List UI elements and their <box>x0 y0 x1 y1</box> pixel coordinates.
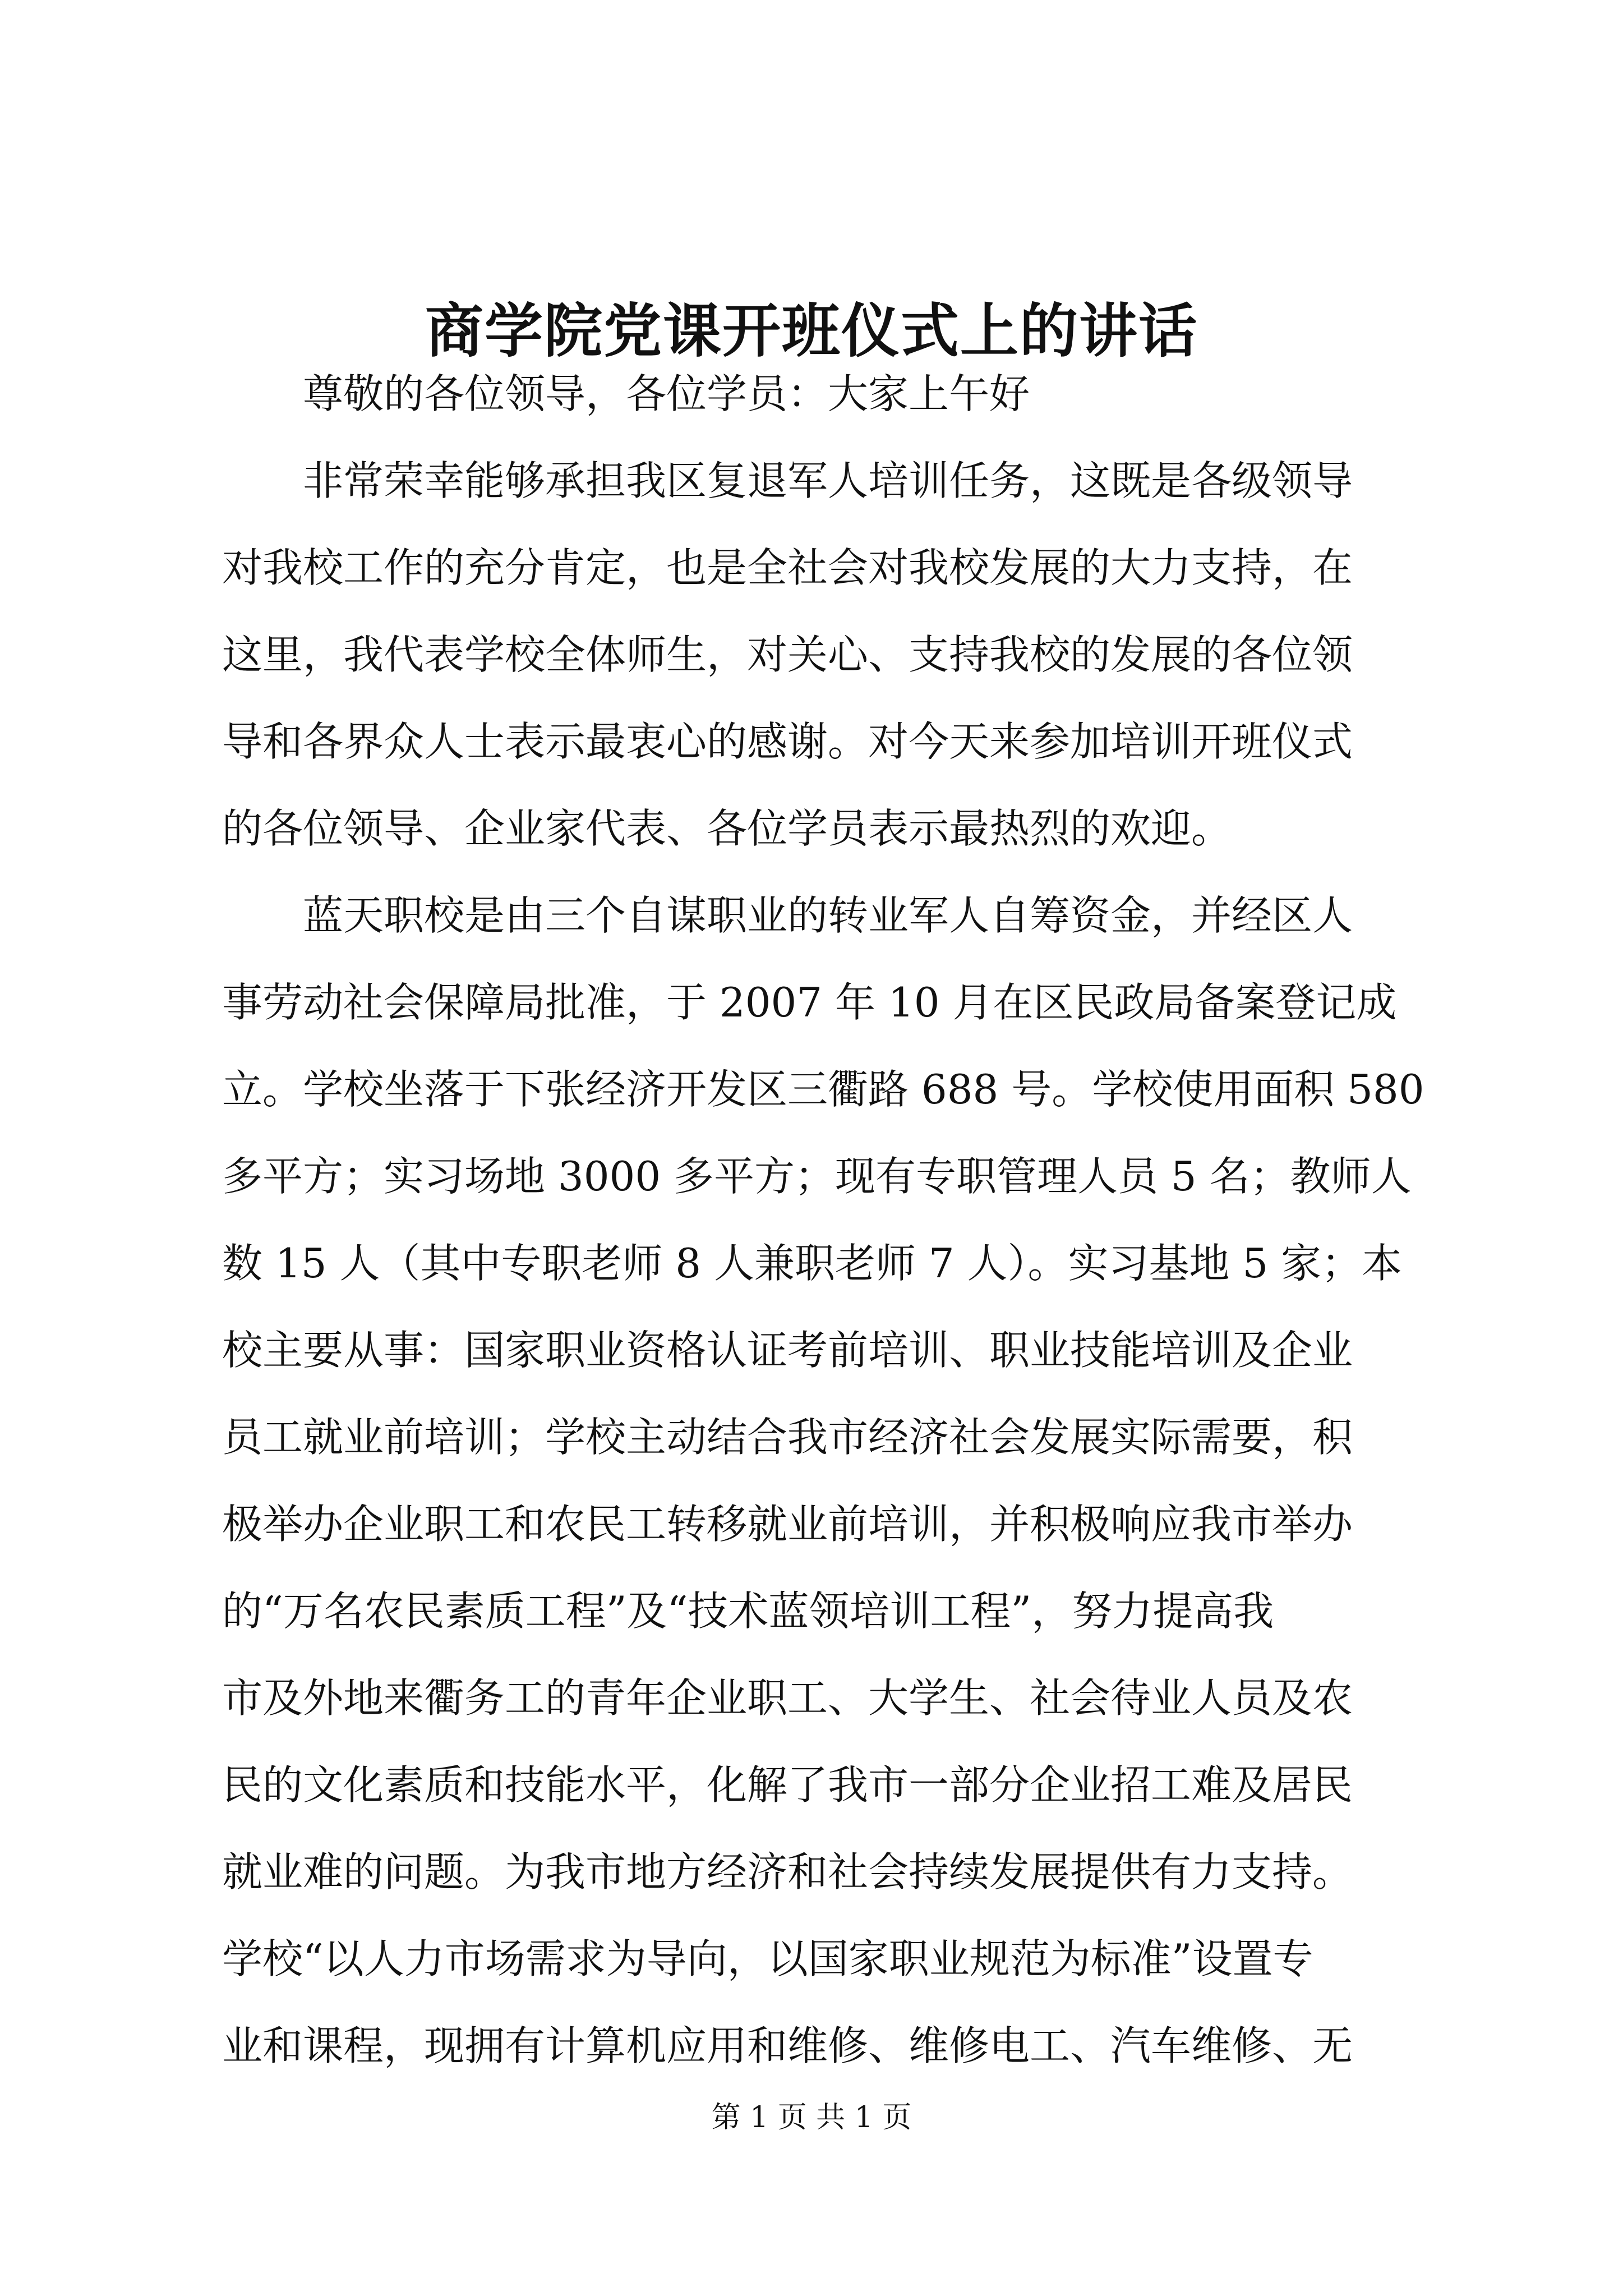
paragraph-line: 这里，我代表学校全体师生，对关心、支持我校的发展的各位领 <box>222 631 1353 678</box>
paragraph-line: 非常荣幸能够承担我区复退军人培训任务，这既是各级领导 <box>303 457 1353 504</box>
paragraph-line: 学校“以人力市场需求为导向，以国家职业规范为标准”设置专 <box>222 1935 1313 1982</box>
paragraph-line: 员工就业前培训；学校主动结合我市经济社会发展实际需要，积 <box>222 1414 1353 1461</box>
document-title: 商学院党课开班仪式上的讲话 <box>425 296 1198 365</box>
salutation-line: 尊敬的各位领导，各位学员：大家上午好 <box>303 370 1030 417</box>
paragraph-line: 就业难的问题。为我市地方经济和社会持续发展提供有力支持。 <box>222 1848 1353 1895</box>
paragraph-line: 蓝天职校是由三个自谋职业的转业军人自筹资金，并经区人 <box>303 892 1353 939</box>
paragraph-line: 民的文化素质和技能水平，化解了我市一部分企业招工难及居民 <box>222 1761 1353 1809</box>
paragraph-line: 立。学校坐落于下张经济开发区三衢路 688 号。学校使用面积 580 <box>222 1066 1424 1113</box>
paragraph-line: 事劳动社会保障局批准，于 2007 年 10 月在区民政局备案登记成 <box>222 979 1397 1026</box>
document-body <box>222 351 1428 2090</box>
page-footer: 第 1 页 共 1 页 <box>711 2101 912 2134</box>
paragraph-line: 的各位领导、企业家代表、各位学员表示最热烈的欢迎。 <box>222 805 1232 852</box>
paragraph-line: 多平方；实习场地 3000 多平方；现有专职管理人员 5 名；教师人 <box>222 1153 1412 1200</box>
paragraph-line: 对我校工作的充分肯定，也是全社会对我校发展的大力支持，在 <box>222 544 1353 591</box>
paragraph-line: 数 15 人（其中专职老师 8 人兼职老师 7 人）。实习基地 5 家；本 <box>222 1240 1403 1287</box>
paragraph-line: 极举办企业职工和农民工转移就业前培训，并积极响应我市举办 <box>222 1501 1353 1548</box>
paragraph-line: 市及外地来衢务工的青年企业职工、大学生、社会待业人员及农 <box>222 1674 1353 1722</box>
paragraph-line: 校主要从事：国家职业资格认证考前培训、职业技能培训及企业 <box>222 1327 1353 1374</box>
paragraph-line: 的“万名农民素质工程”及“技术蓝领培训工程”，努力提高我 <box>222 1588 1274 1635</box>
paragraph-line: 导和各界众人士表示最衷心的感谢。对今天来参加培训开班仪式 <box>222 718 1353 765</box>
paragraph-line: 业和课程，现拥有计算机应用和维修、维修电工、汽车维修、无 <box>222 2022 1353 2069</box>
